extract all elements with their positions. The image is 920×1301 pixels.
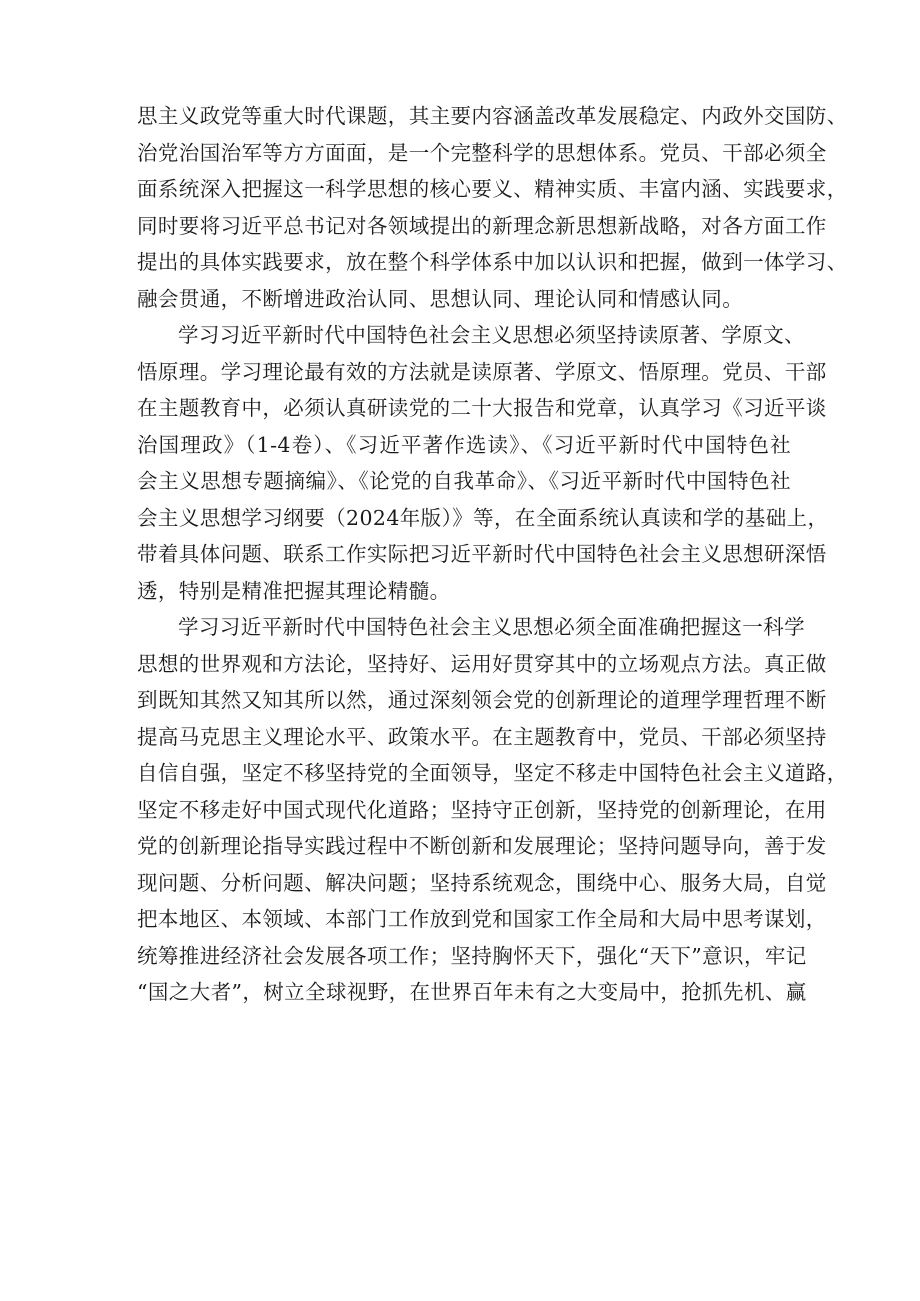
text-line: 透，特别是精准把握其理论精髓。: [137, 578, 451, 603]
text-line: 悟原理。学习理论最有效的方法就是读原著、学原文、悟原理。党员、干部: [137, 359, 827, 384]
text-line: 思想的世界观和方法论，坚持好、运用好贯穿其中的立场观点方法。真正做: [137, 651, 827, 676]
text-line: 面系统深入把握这一科学思想的核心要义、精神实质、丰富内涵、实践要求，: [137, 177, 848, 201]
text-line: 到既知其然又知其所以然，通过深刻领会党的创新理论的道理学理哲理不断: [137, 688, 827, 712]
text-line: 提高马克思主义理论水平、政策水平。在主题教育中，党员、干部必须坚持: [137, 724, 827, 749]
document-page: [137, 98, 848, 1011]
text-line: “国之大者”，树立全球视野，在世界百年未有之大变局中，抢抓先机、赢: [137, 980, 807, 1004]
text-line: 治党治国治军等方方面面，是一个完整科学的思想体系。党员、干部必须全: [137, 140, 827, 165]
text-line: 把本地区、本领域、本部门工作放到党和国家工作全局和大局中思考谋划，: [137, 907, 827, 931]
paragraph-1: [137, 98, 848, 317]
text-line: 思主义政党等重大时代课题，其主要内容涵盖改革发展稳定、内政外交国防、: [137, 104, 848, 128]
paragraph-3: [137, 609, 848, 1011]
text-line: 自信自强，坚定不移坚持党的全面领导，坚定不移走中国特色社会主义道路，: [137, 761, 848, 785]
text-line: 会主义思想学习纲要（2024年版）》等，在全面系统认真读和学的基础上，: [137, 505, 829, 530]
text-line: 提出的具体实践要求，放在整个科学体系中加以认识和把握，做到一体学习、: [137, 250, 848, 274]
text-line: 治国理政》（1-4卷）、《习近平著作选读》、《习近平新时代中国特色社: [137, 432, 791, 457]
text-line: 带着具体问题、联系工作实际把习近平新时代中国特色社会主义思想研深悟: [137, 542, 827, 566]
text-line: 会主义思想专题摘编》、《论党的自我革命》、《习近平新时代中国特色社: [137, 469, 791, 493]
text-line: 在主题教育中，必须认真研读党的二十大报告和党章，认真学习《习近平谈: [137, 396, 827, 420]
text-line: 坚定不移走好中国式现代化道路；坚持守正创新，坚持党的创新理论，在用: [137, 797, 827, 822]
text-line: 党的创新理论指导实践过程中不断创新和发展理论；坚持问题导向，善于发: [137, 834, 827, 858]
text-line: 现问题、分析问题、解决问题；坚持系统观念，围绕中心、服务大局，自觉: [137, 870, 827, 895]
text-line: 学习习近平新时代中国特色社会主义思想必须全面准确把握这一科学: [178, 615, 805, 639]
text-line: 融会贯通，不断增进政治认同、思想认同、理论认同和情感认同。: [137, 286, 744, 311]
text-line: 同时要将习近平总书记对各领域提出的新理念新思想新战略，对各方面工作: [137, 213, 827, 238]
paragraph-2: [137, 317, 829, 609]
text-line: 学习习近平新时代中国特色社会主义思想必须坚持读原著、学原文、: [178, 323, 805, 347]
text-line: 统筹推进经济社会发展各项工作；坚持胸怀天下，强化“天下”意识，牢记: [137, 943, 807, 968]
